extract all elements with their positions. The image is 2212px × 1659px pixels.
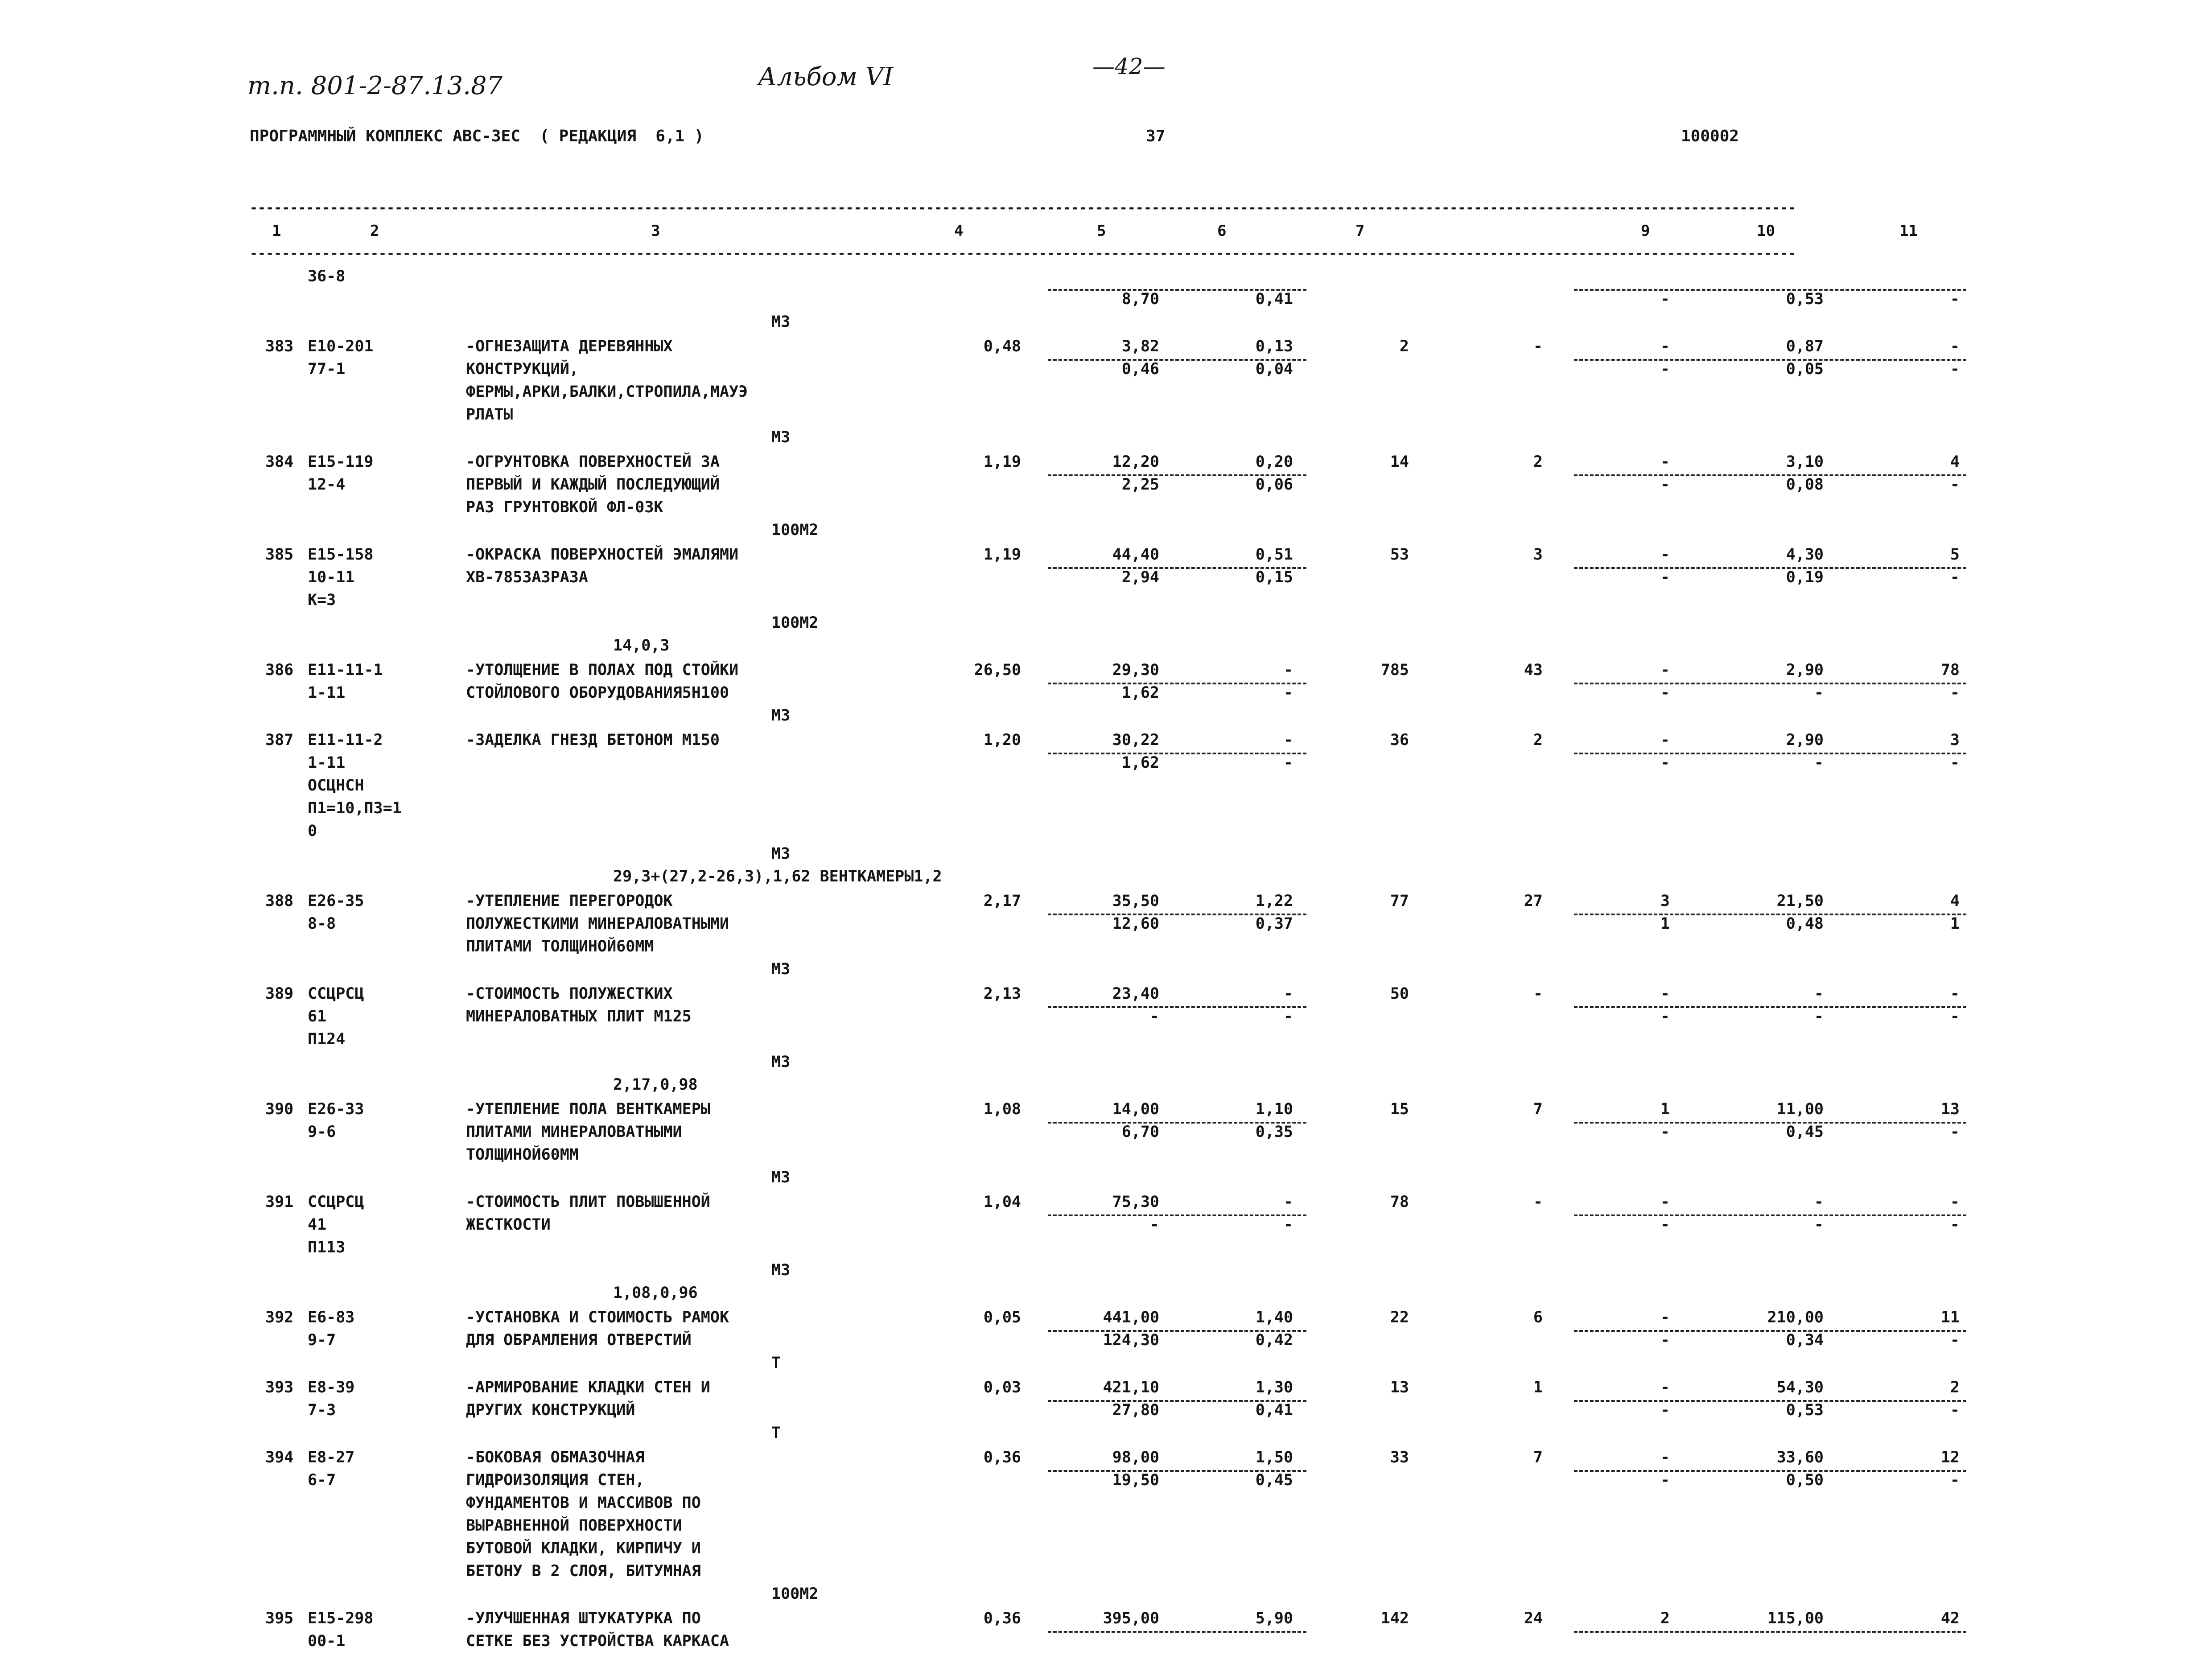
column-header: 9 — [1641, 222, 1650, 240]
machine-cost-secondary: 0,06 — [1255, 476, 1293, 494]
col9-value: - — [1660, 1449, 1670, 1466]
row-number: 383 — [265, 338, 294, 355]
unit-cost-value: 395,00 — [1103, 1610, 1159, 1627]
quantity-value: 0,36 — [983, 1449, 1021, 1466]
col11-secondary: - — [1950, 568, 1960, 586]
rate-code: 1-11 — [308, 684, 346, 702]
work-description: ГИДРОИЗОЛЯЦИЯ СТЕН, — [466, 1471, 645, 1489]
col9-value: - — [1660, 661, 1670, 679]
col10-value: 115,00 — [1767, 1610, 1824, 1627]
unit-cost-secondary: - — [1149, 1216, 1159, 1234]
unit-cost-value: 29,30 — [1112, 661, 1159, 679]
rate-code: 41 — [308, 1216, 327, 1234]
col11-secondary: - — [1950, 476, 1960, 494]
labor-cost-value: - — [1533, 1193, 1543, 1211]
rate-code: 61 — [308, 1008, 327, 1025]
rate-code: 9-7 — [308, 1331, 336, 1349]
dashed-separator — [1048, 1631, 1306, 1633]
col11-secondary: - — [1950, 1401, 1960, 1419]
table-header-border: ------------------------------------------------------------------------------------------------------------------------------------------------------------------------------------------------ — [250, 246, 1796, 261]
unit-cost-value: 421,10 — [1103, 1379, 1159, 1396]
work-description: ДРУГИХ КОНСТРУКЦИЙ — [466, 1401, 635, 1419]
calculation-note: 1,08,0,96 — [613, 1284, 698, 1302]
col9-value: 3 — [1660, 892, 1670, 910]
column-header: 6 — [1217, 222, 1227, 240]
quantity-value: 1,08 — [983, 1100, 1021, 1118]
rate-code: 12-4 — [308, 476, 346, 494]
unit-of-measure: М3 — [771, 1261, 791, 1279]
col11-value: 5 — [1950, 546, 1960, 564]
col11-secondary: - — [1950, 1008, 1960, 1025]
col9-value: - — [1660, 1379, 1670, 1396]
unit-cost-value: 23,40 — [1112, 985, 1159, 1003]
total-cost-value: 36 — [1390, 731, 1409, 749]
work-description: -ОГРУНТОВКА ПОВЕРХНОСТЕЙ ЗА — [466, 453, 720, 471]
col11-value: 11 — [1940, 1309, 1960, 1326]
column-header: 4 — [954, 222, 964, 240]
work-description: ВЫРАВНЕННОЙ ПОВЕРХНОСТИ — [466, 1517, 682, 1535]
calculation-note: 14,0,3 — [613, 637, 670, 655]
column-header: 11 — [1899, 222, 1918, 240]
col10-value: 2,90 — [1786, 661, 1824, 679]
work-description: ПОЛУЖЕСТКИМИ МИНЕРАЛОВАТНЫМИ — [466, 915, 729, 933]
col10-value: 54,30 — [1776, 1379, 1824, 1396]
col9-value: - — [1660, 731, 1670, 749]
row-number: 387 — [265, 731, 294, 749]
work-description: ФЕРМЫ,АРКИ,БАЛКИ,СТРОПИЛА,МАУЭ — [466, 383, 748, 401]
work-description: -УТЕПЛЕНИЕ ПОЛА ВЕНТКАМЕРЫ — [466, 1100, 710, 1118]
row-number: 385 — [265, 546, 294, 564]
total-cost-value: 33 — [1390, 1449, 1409, 1466]
col10-secondary: 0,45 — [1786, 1123, 1824, 1141]
work-description: -УТОЛЩЕНИЕ В ПОЛАХ ПОД СТОЙКИ — [466, 661, 739, 679]
col11-value: 78 — [1940, 661, 1960, 679]
rate-code: Е15-158 — [308, 546, 374, 564]
work-description: -УСТАНОВКА И СТОИМОСТЬ РАМОК — [466, 1309, 729, 1326]
rate-code: П113 — [308, 1239, 346, 1256]
col9-value: - — [1660, 338, 1670, 355]
work-description: РАЗ ГРУНТОВКОЙ ФЛ-03К — [466, 498, 663, 516]
work-description: -БОКОВАЯ ОБМАЗОЧНАЯ — [466, 1449, 645, 1466]
labor-cost-value: - — [1533, 985, 1543, 1003]
rate-code: Е8-27 — [308, 1449, 355, 1466]
machine-cost-value: 1,30 — [1255, 1379, 1293, 1396]
quantity-value: 0,03 — [983, 1379, 1021, 1396]
col9-value: - — [1660, 1193, 1670, 1211]
col9-secondary: - — [1660, 290, 1670, 308]
total-cost-value: 15 — [1390, 1100, 1409, 1118]
labor-cost-value: 27 — [1524, 892, 1543, 910]
total-cost-value: 22 — [1390, 1309, 1409, 1326]
total-cost-value: 50 — [1390, 985, 1409, 1003]
col10-secondary: 0,53 — [1786, 1401, 1824, 1419]
work-description: ТОЛЩИНОЙ60ММ — [466, 1146, 579, 1164]
work-description: ЖЕСТКОСТИ — [466, 1216, 551, 1234]
labor-cost-value: - — [1533, 338, 1543, 355]
machine-cost-value: 1,50 — [1255, 1449, 1293, 1466]
machine-cost-value: - — [1283, 731, 1293, 749]
col9-value: - — [1660, 1309, 1670, 1326]
col11-secondary: 1 — [1950, 915, 1960, 933]
rate-code: Е11-11-2 — [308, 731, 383, 749]
unit-of-measure: М3 — [771, 428, 791, 446]
machine-cost-value: 1,40 — [1255, 1309, 1293, 1326]
row-number: 388 — [265, 892, 294, 910]
col10-value: 21,50 — [1776, 892, 1824, 910]
column-header: 10 — [1757, 222, 1775, 240]
col9-secondary: 1 — [1660, 915, 1670, 933]
column-header: 3 — [651, 222, 660, 240]
calculation-note: 29,3+(27,2-26,3),1,62 ВЕНТКАМЕРЫ1,2 — [613, 868, 942, 885]
col9-secondary: - — [1660, 684, 1670, 702]
rate-code: Е26-35 — [308, 892, 364, 910]
labor-cost-value: 1 — [1533, 1379, 1543, 1396]
rate-code: 1-11 — [308, 754, 346, 772]
unit-cost-secondary: 6,70 — [1121, 1123, 1159, 1141]
labor-cost-value: 7 — [1533, 1449, 1543, 1466]
rate-code: 0 — [308, 822, 317, 840]
total-cost-value: 785 — [1380, 661, 1409, 679]
rate-code: ОСЦНСН — [308, 777, 364, 795]
rate-code: 8-8 — [308, 915, 336, 933]
work-description: -ОГНЕЗАЩИТА ДЕРЕВЯННЫХ — [466, 338, 673, 355]
sheet-number: 37 — [1146, 127, 1166, 145]
quantity-value: 26,50 — [974, 661, 1021, 679]
machine-cost-secondary: 0,42 — [1255, 1331, 1293, 1349]
col11-value: - — [1950, 338, 1960, 355]
machine-cost-value: - — [1283, 661, 1293, 679]
work-description: ПЛИТАМИ ТОЛЩИНОЙ60ММ — [466, 938, 654, 955]
labor-cost-value: 2 — [1533, 453, 1543, 471]
unit-cost-secondary: 27,80 — [1112, 1401, 1159, 1419]
col9-secondary: - — [1660, 1216, 1670, 1234]
machine-cost-value: 1,10 — [1255, 1100, 1293, 1118]
column-header: 1 — [272, 222, 281, 240]
col10-value: - — [1814, 985, 1824, 1003]
col9-secondary: - — [1660, 1401, 1670, 1419]
unit-of-measure: М3 — [771, 313, 791, 331]
unit-of-measure: 100М2 — [771, 1585, 819, 1603]
col11-value: 4 — [1950, 892, 1960, 910]
unit-cost-secondary: - — [1149, 1008, 1159, 1025]
total-cost-value: 53 — [1390, 546, 1409, 564]
quantity-value: 1,20 — [983, 731, 1021, 749]
col10-secondary: - — [1814, 1216, 1824, 1234]
col11-secondary: - — [1950, 360, 1960, 378]
column-header: 7 — [1355, 222, 1365, 240]
quantity-value: 2,17 — [983, 892, 1021, 910]
col10-value: 2,90 — [1786, 731, 1824, 749]
col9-secondary: - — [1660, 1471, 1670, 1489]
row-number: 391 — [265, 1193, 294, 1211]
total-cost-value: 13 — [1390, 1379, 1409, 1396]
rate-code: Е26-33 — [308, 1100, 364, 1118]
work-description: ФУНДАМЕНТОВ И МАССИВОВ ПО — [466, 1494, 701, 1512]
unit-of-measure: М3 — [771, 1169, 791, 1186]
unit-cost-secondary: 12,60 — [1112, 915, 1159, 933]
work-description: -СТОИМОСТЬ ПЛИТ ПОВЫШЕННОЙ — [466, 1193, 710, 1211]
col11-secondary: - — [1950, 1123, 1960, 1141]
table-top-border: ------------------------------------------------------------------------------------------------------------------------------------------------------------------------------------------------ — [250, 201, 1796, 216]
row-number: 395 — [265, 1610, 294, 1627]
total-cost-value: 77 — [1390, 892, 1409, 910]
unit-cost-value: 30,22 — [1112, 731, 1159, 749]
row-number: 390 — [265, 1100, 294, 1118]
row-number: 386 — [265, 661, 294, 679]
col10-secondary: 0,48 — [1786, 915, 1824, 933]
quantity-value: 1,19 — [983, 453, 1021, 471]
quantity-value: 0,48 — [983, 338, 1021, 355]
calculation-note: 2,17,0,98 — [613, 1076, 698, 1094]
col11-value: 3 — [1950, 731, 1960, 749]
col10-value: 33,60 — [1776, 1449, 1824, 1466]
total-cost-value: 78 — [1390, 1193, 1409, 1211]
unit-of-measure: М3 — [771, 845, 791, 863]
col10-secondary: 0,05 — [1786, 360, 1824, 378]
col9-secondary: - — [1660, 360, 1670, 378]
col11-secondary: - — [1950, 1471, 1960, 1489]
total-cost-value: 2 — [1399, 338, 1409, 355]
col10-secondary: 0,19 — [1786, 568, 1824, 586]
program-title: ПРОГРАММНЫЙ КОМПЛЕКС АВС-3ЕС ( РЕДАКЦИЯ 6,1 ) — [250, 127, 704, 145]
machine-cost-secondary: 0,04 — [1255, 360, 1293, 378]
col10-secondary: 0,53 — [1786, 290, 1824, 308]
machine-cost-value: - — [1283, 985, 1293, 1003]
quantity-value: 0,05 — [983, 1309, 1021, 1326]
machine-cost-secondary: 0,45 — [1255, 1471, 1293, 1489]
col9-value: - — [1660, 546, 1670, 564]
col10-value: - — [1814, 1193, 1824, 1211]
unit-of-measure: Т — [771, 1424, 781, 1442]
col11-value: 42 — [1940, 1610, 1960, 1627]
document-number: 100002 — [1681, 127, 1739, 145]
album-label: Альбом VI — [758, 62, 894, 91]
col10-secondary: 0,08 — [1786, 476, 1824, 494]
machine-cost-secondary: - — [1283, 1216, 1293, 1234]
work-description: -ОКРАСКА ПОВЕРХНОСТЕЙ ЭМАЛЯМИ — [466, 546, 739, 564]
col9-value: - — [1660, 453, 1670, 471]
work-description: ПЕРВЫЙ И КАЖДЫЙ ПОСЛЕДУЮЩИЙ — [466, 476, 720, 494]
unit-cost-value: 12,20 — [1112, 453, 1159, 471]
col10-secondary: - — [1814, 684, 1824, 702]
work-description: МИНЕРАЛОВАТНЫХ ПЛИТ М125 — [466, 1008, 692, 1025]
col9-value: 1 — [1660, 1100, 1670, 1118]
rate-code: 6-7 — [308, 1471, 336, 1489]
col10-value: 3,10 — [1786, 453, 1824, 471]
unit-cost-secondary: 1,62 — [1121, 684, 1159, 702]
unit-cost-value: 3,82 — [1121, 338, 1159, 355]
col10-secondary: - — [1814, 1008, 1824, 1025]
work-description: СЕТКЕ БЕЗ УСТРОЙСТВА КАРКАСА — [466, 1632, 729, 1650]
page-number: —42— — [1092, 54, 1166, 79]
col10-value: 4,30 — [1786, 546, 1824, 564]
rate-code: К=3 — [308, 591, 336, 609]
work-description: -СТОИМОСТЬ ПОЛУЖЕСТКИХ — [466, 985, 673, 1003]
labor-cost-value: 24 — [1524, 1610, 1543, 1627]
quantity-value: 2,13 — [983, 985, 1021, 1003]
work-description: КОНСТРУКЦИЙ, — [466, 360, 579, 378]
unit-cost-secondary: 124,30 — [1103, 1331, 1159, 1349]
unit-cost-value: 44,40 — [1112, 546, 1159, 564]
col9-secondary: - — [1660, 568, 1670, 586]
work-description: БЕТОНУ В 2 СЛОЯ, БИТУМНАЯ — [466, 1562, 701, 1580]
unit-cost-secondary: 2,94 — [1121, 568, 1159, 586]
total-cost-value: 142 — [1380, 1610, 1409, 1627]
work-description: ДЛЯ ОБРАМЛЕНИЯ ОТВЕРСТИЙ — [466, 1331, 692, 1349]
unit-of-measure: М3 — [771, 707, 791, 725]
rate-code: Е6-83 — [308, 1309, 355, 1326]
doc-code: т.п. 801-2-87.13.87 — [247, 71, 503, 100]
work-description: -АРМИРОВАНИЕ КЛАДКИ СТЕН И — [466, 1379, 710, 1396]
rate-code: 77-1 — [308, 360, 346, 378]
column-header-row — [250, 218, 1966, 244]
total-cost-value: 14 — [1390, 453, 1409, 471]
unit-cost-value: 75,30 — [1112, 1193, 1159, 1211]
unit-cost-value: 98,00 — [1112, 1449, 1159, 1466]
col11-value: 12 — [1940, 1449, 1960, 1466]
column-header: 5 — [1097, 222, 1106, 240]
col9-value: - — [1660, 985, 1670, 1003]
quantity-value: 0,36 — [983, 1610, 1021, 1627]
col11-value: - — [1950, 1193, 1960, 1211]
col11-value: 4 — [1950, 453, 1960, 471]
unit-cost-value: 14,00 — [1112, 1100, 1159, 1118]
labor-cost-value: 7 — [1533, 1100, 1543, 1118]
col11-secondary: - — [1950, 684, 1960, 702]
unit-cost-secondary: 1,62 — [1121, 754, 1159, 772]
work-description: -УЛУЧШЕННАЯ ШТУКАТУРКА ПО — [466, 1610, 701, 1627]
col9-secondary: - — [1660, 1331, 1670, 1349]
unit-cost-value: 35,50 — [1112, 892, 1159, 910]
machine-cost-secondary: 0,41 — [1255, 1401, 1293, 1419]
col10-value: 11,00 — [1776, 1100, 1824, 1118]
col10-secondary: 0,34 — [1786, 1331, 1824, 1349]
labor-cost-value: 3 — [1533, 546, 1543, 564]
col9-secondary: - — [1660, 1123, 1670, 1141]
unit-cost-secondary: 2,25 — [1121, 476, 1159, 494]
unit-of-measure: 100М2 — [771, 521, 819, 539]
rate-code: П124 — [308, 1030, 346, 1048]
rate-code: Е10-201 — [308, 338, 374, 355]
work-description: ПЛИТАМИ МИНЕРАЛОВАТНЫМИ — [466, 1123, 682, 1141]
work-description: -ЗАДЕЛКА ГНЕЗД БЕТОНОМ М150 — [466, 731, 720, 749]
col11-secondary: - — [1950, 754, 1960, 772]
unit-cost-secondary: 19,50 — [1112, 1471, 1159, 1489]
work-description: РЛАТЫ — [466, 406, 513, 424]
rate-code: Е8-39 — [308, 1379, 355, 1396]
col9-secondary: - — [1660, 754, 1670, 772]
col10-value: 0,87 — [1786, 338, 1824, 355]
machine-cost-value: 0,20 — [1255, 453, 1293, 471]
col11-secondary: - — [1950, 1331, 1960, 1349]
col11-value: 13 — [1940, 1100, 1960, 1118]
col10-secondary: 0,50 — [1786, 1471, 1824, 1489]
rate-code: 9-6 — [308, 1123, 336, 1141]
machine-cost-secondary: 0,37 — [1255, 915, 1293, 933]
machine-cost-value: 0,51 — [1255, 546, 1293, 564]
unit-cost-secondary: 8,70 — [1121, 290, 1159, 308]
rate-code: Е11-11-1 — [308, 661, 383, 679]
rate-code: ССЦРСЦ — [308, 985, 364, 1003]
rate-code: 00-1 — [308, 1632, 346, 1650]
machine-cost-secondary: - — [1283, 1008, 1293, 1025]
machine-cost-secondary: - — [1283, 754, 1293, 772]
quantity-value: 1,19 — [983, 546, 1021, 564]
row-number: 394 — [265, 1449, 294, 1466]
machine-cost-value: 0,13 — [1255, 338, 1293, 355]
work-description: БУТОВОЙ КЛАДКИ, КИРПИЧУ И — [466, 1540, 701, 1557]
work-description: -УТЕПЛЕНИЕ ПЕРЕГОРОДОК — [466, 892, 673, 910]
unit-of-measure: М3 — [771, 1053, 791, 1071]
unit-cost-secondary: 0,46 — [1121, 360, 1159, 378]
unit-of-measure: 100М2 — [771, 614, 819, 632]
machine-cost-value: 5,90 — [1255, 1610, 1293, 1627]
rate-code: 7-3 — [308, 1401, 336, 1419]
col10-secondary: - — [1814, 754, 1824, 772]
labor-cost-value: 2 — [1533, 731, 1543, 749]
col11-value: - — [1950, 985, 1960, 1003]
machine-cost-value: - — [1283, 1193, 1293, 1211]
machine-cost-secondary: 0,41 — [1255, 290, 1293, 308]
work-description: СТОЙЛОВОГО ОБОРУДОВАНИЯ5Н100 — [466, 684, 729, 702]
col9-secondary: - — [1660, 476, 1670, 494]
machine-cost-secondary: 0,35 — [1255, 1123, 1293, 1141]
rate-code: ССЦРСЦ — [308, 1193, 364, 1211]
unit-of-measure: М3 — [771, 960, 791, 978]
col11-secondary: - — [1950, 290, 1960, 308]
machine-cost-secondary: 0,15 — [1255, 568, 1293, 586]
rate-code: Е15-119 — [308, 453, 374, 471]
rate-code: П1=10,П3=1 — [308, 799, 402, 817]
labor-cost-value: 6 — [1533, 1309, 1543, 1326]
column-header: 2 — [370, 222, 379, 240]
row-number: 392 — [265, 1309, 294, 1326]
col9-secondary: - — [1660, 1008, 1670, 1025]
quantity-value: 1,04 — [983, 1193, 1021, 1211]
labor-cost-value: 43 — [1524, 661, 1543, 679]
col11-value: 2 — [1950, 1379, 1960, 1396]
dashed-separator — [1574, 1631, 1966, 1633]
row-number: 384 — [265, 453, 294, 471]
rate-code: Е15-298 — [308, 1610, 374, 1627]
machine-cost-secondary: - — [1283, 684, 1293, 702]
row-number: 393 — [265, 1379, 294, 1396]
work-description: ХВ-785ЗАЗРАЗА — [466, 568, 588, 586]
machine-cost-value: 1,22 — [1255, 892, 1293, 910]
unit-of-measure: Т — [771, 1354, 781, 1372]
col10-value: 210,00 — [1767, 1309, 1824, 1326]
col9-value: 2 — [1660, 1610, 1670, 1627]
unit-cost-value: 441,00 — [1103, 1309, 1159, 1326]
rate-code: 10-11 — [308, 568, 355, 586]
col11-secondary: - — [1950, 1216, 1960, 1234]
row-number: 389 — [265, 985, 294, 1003]
rate-code: 36-8 — [308, 268, 346, 285]
